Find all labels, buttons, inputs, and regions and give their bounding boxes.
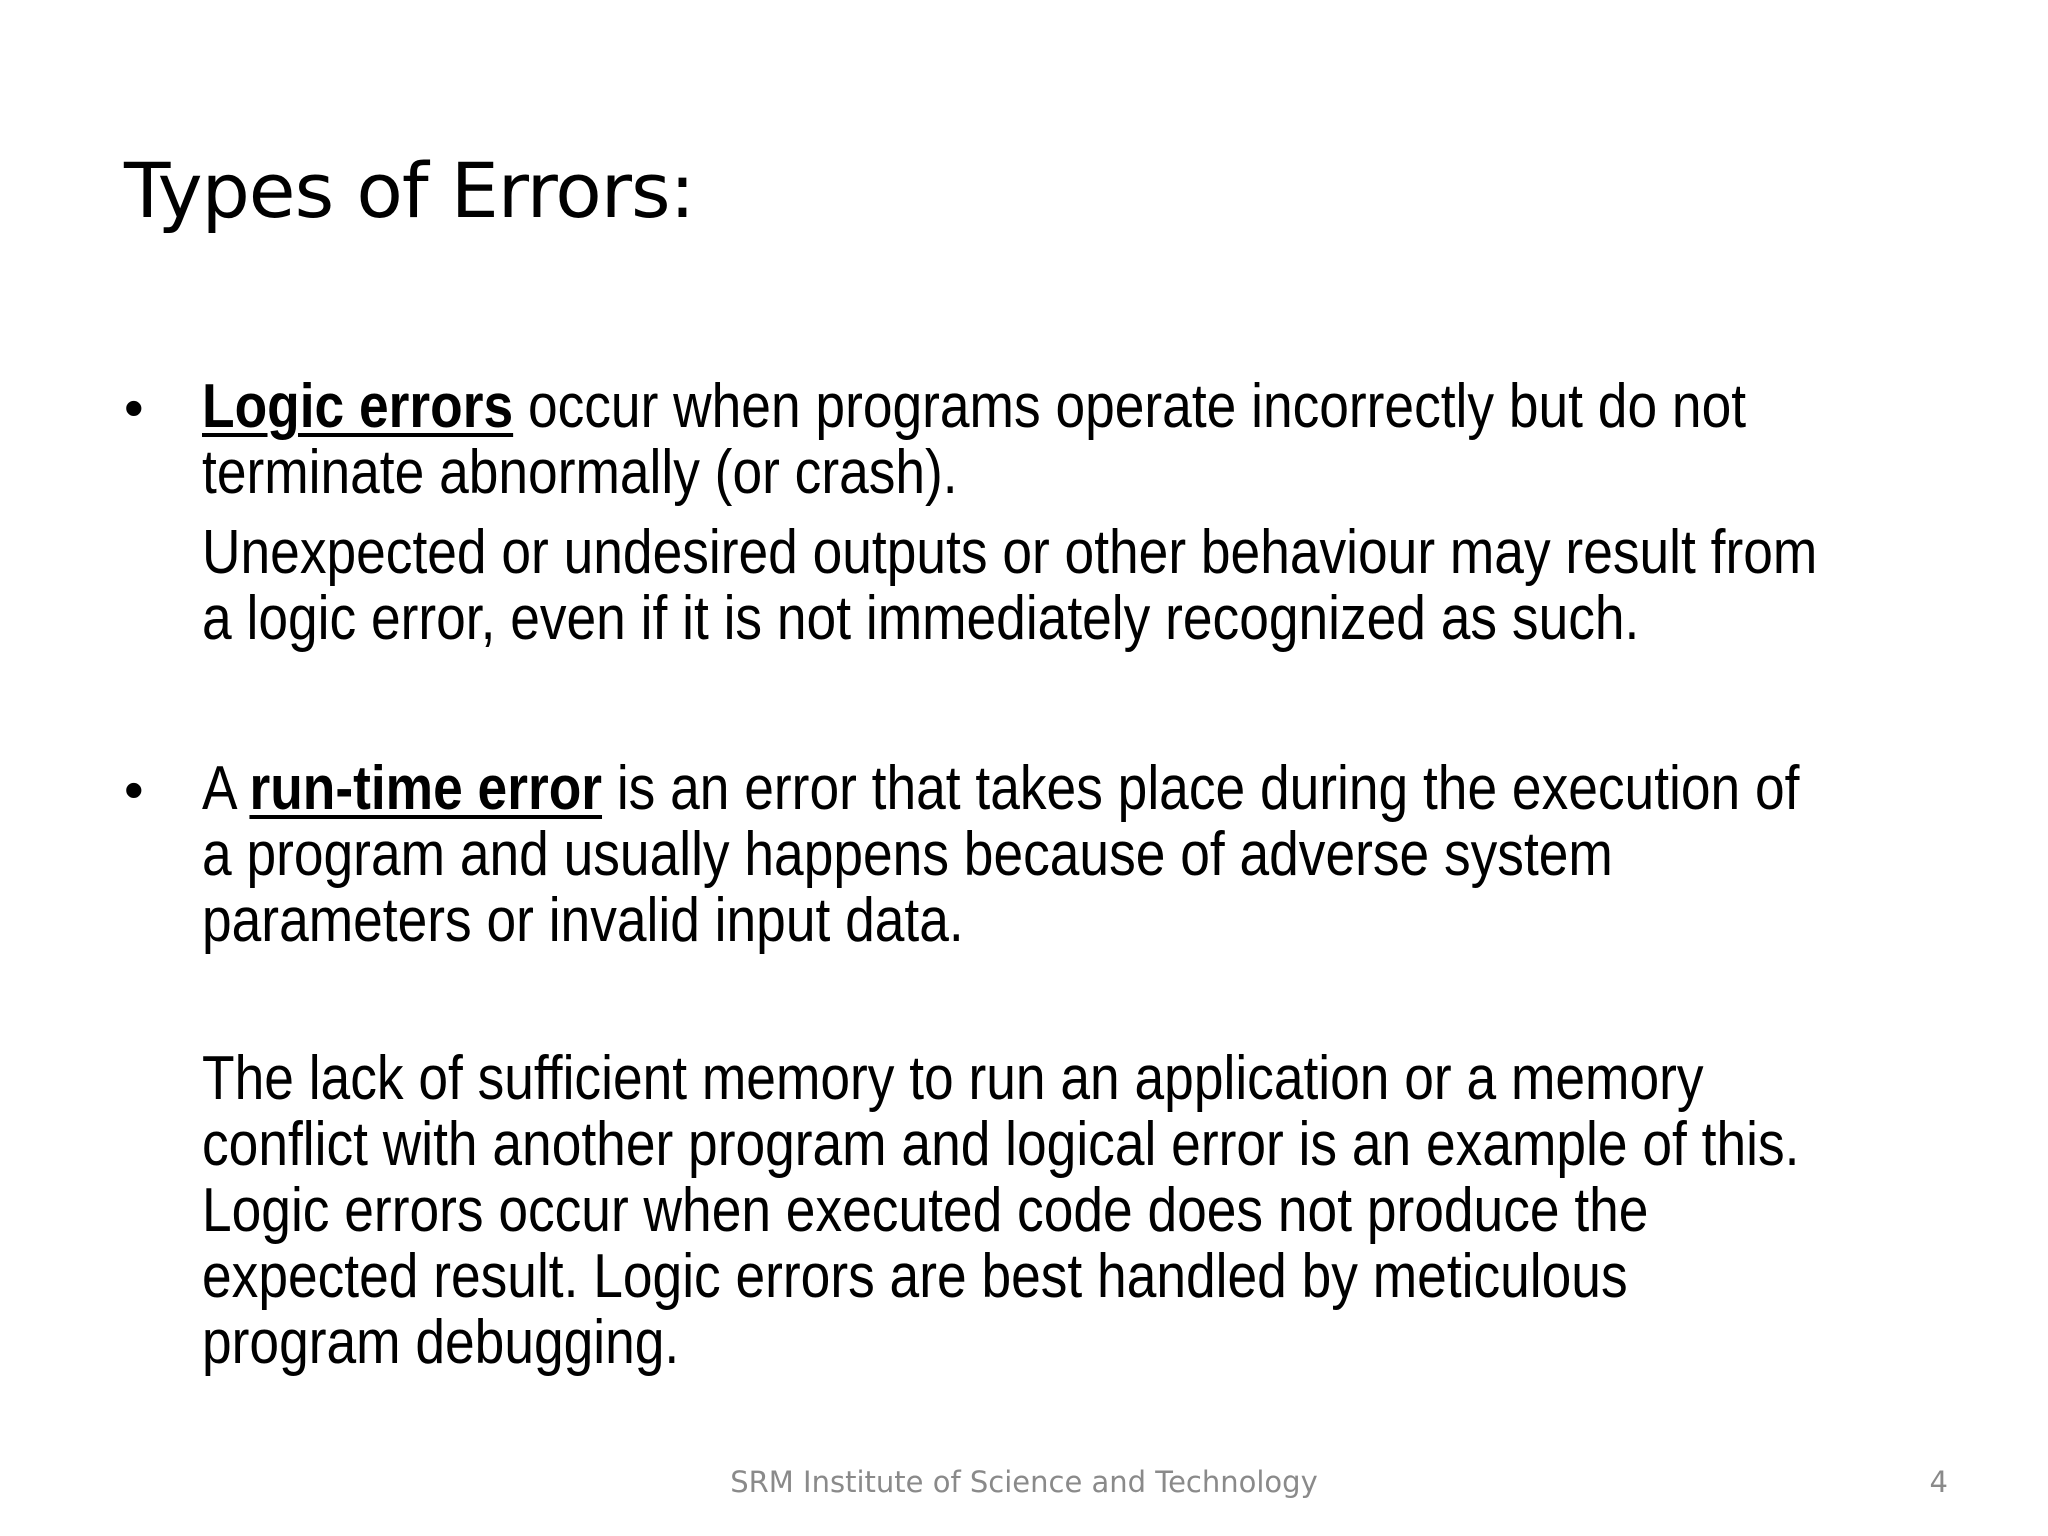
continuation-line: expected result. Logic errors are best handled by meticulous [202, 1242, 1628, 1311]
bullet-text [202, 374, 1784, 506]
bullet-line-text: occur when programs operate incorrectly but do not [513, 372, 1747, 441]
slide-title: Types of Errors: [124, 146, 695, 235]
bullet-line-text: is an error that takes place during the execution of [602, 754, 1800, 823]
bullet-line: terminate abnormally (or crash). [202, 438, 958, 507]
continuation-line: Logic errors occur when executed code does not produce the [202, 1176, 1649, 1245]
bullet-line [202, 754, 1800, 823]
continuation-line: conflict with another program and logical error is an example of this. [202, 1110, 1800, 1179]
bullet-line [202, 374, 1784, 440]
bullet-prefix: A [202, 754, 250, 823]
term-logic-errors: Logic errors [202, 372, 514, 441]
slide-footer: SRM Institute of Science and Technology [730, 1465, 1318, 1499]
bullet-continuation [202, 1044, 1800, 1377]
bullet-marker: • [124, 376, 144, 439]
bullet-line: parameters or invalid input data. [202, 886, 964, 955]
bullet-line: a program and usually happens because of adverse system [202, 820, 1613, 889]
bullet-marker: • [124, 758, 144, 821]
continuation-line: a logic error, even if it is not immediately recognized as such. [202, 584, 1640, 653]
continuation-line: program debugging. [202, 1308, 680, 1377]
bullet-text [202, 754, 1800, 955]
page-number: 4 [1929, 1465, 1948, 1499]
bullet-continuation [202, 518, 1818, 653]
continuation-line: Unexpected or undesired outputs or other behaviour may result from [202, 518, 1818, 587]
term-run-time-error: run-time error [249, 754, 603, 823]
continuation-line: The lack of sufficient memory to run an application or a memory [202, 1044, 1704, 1113]
